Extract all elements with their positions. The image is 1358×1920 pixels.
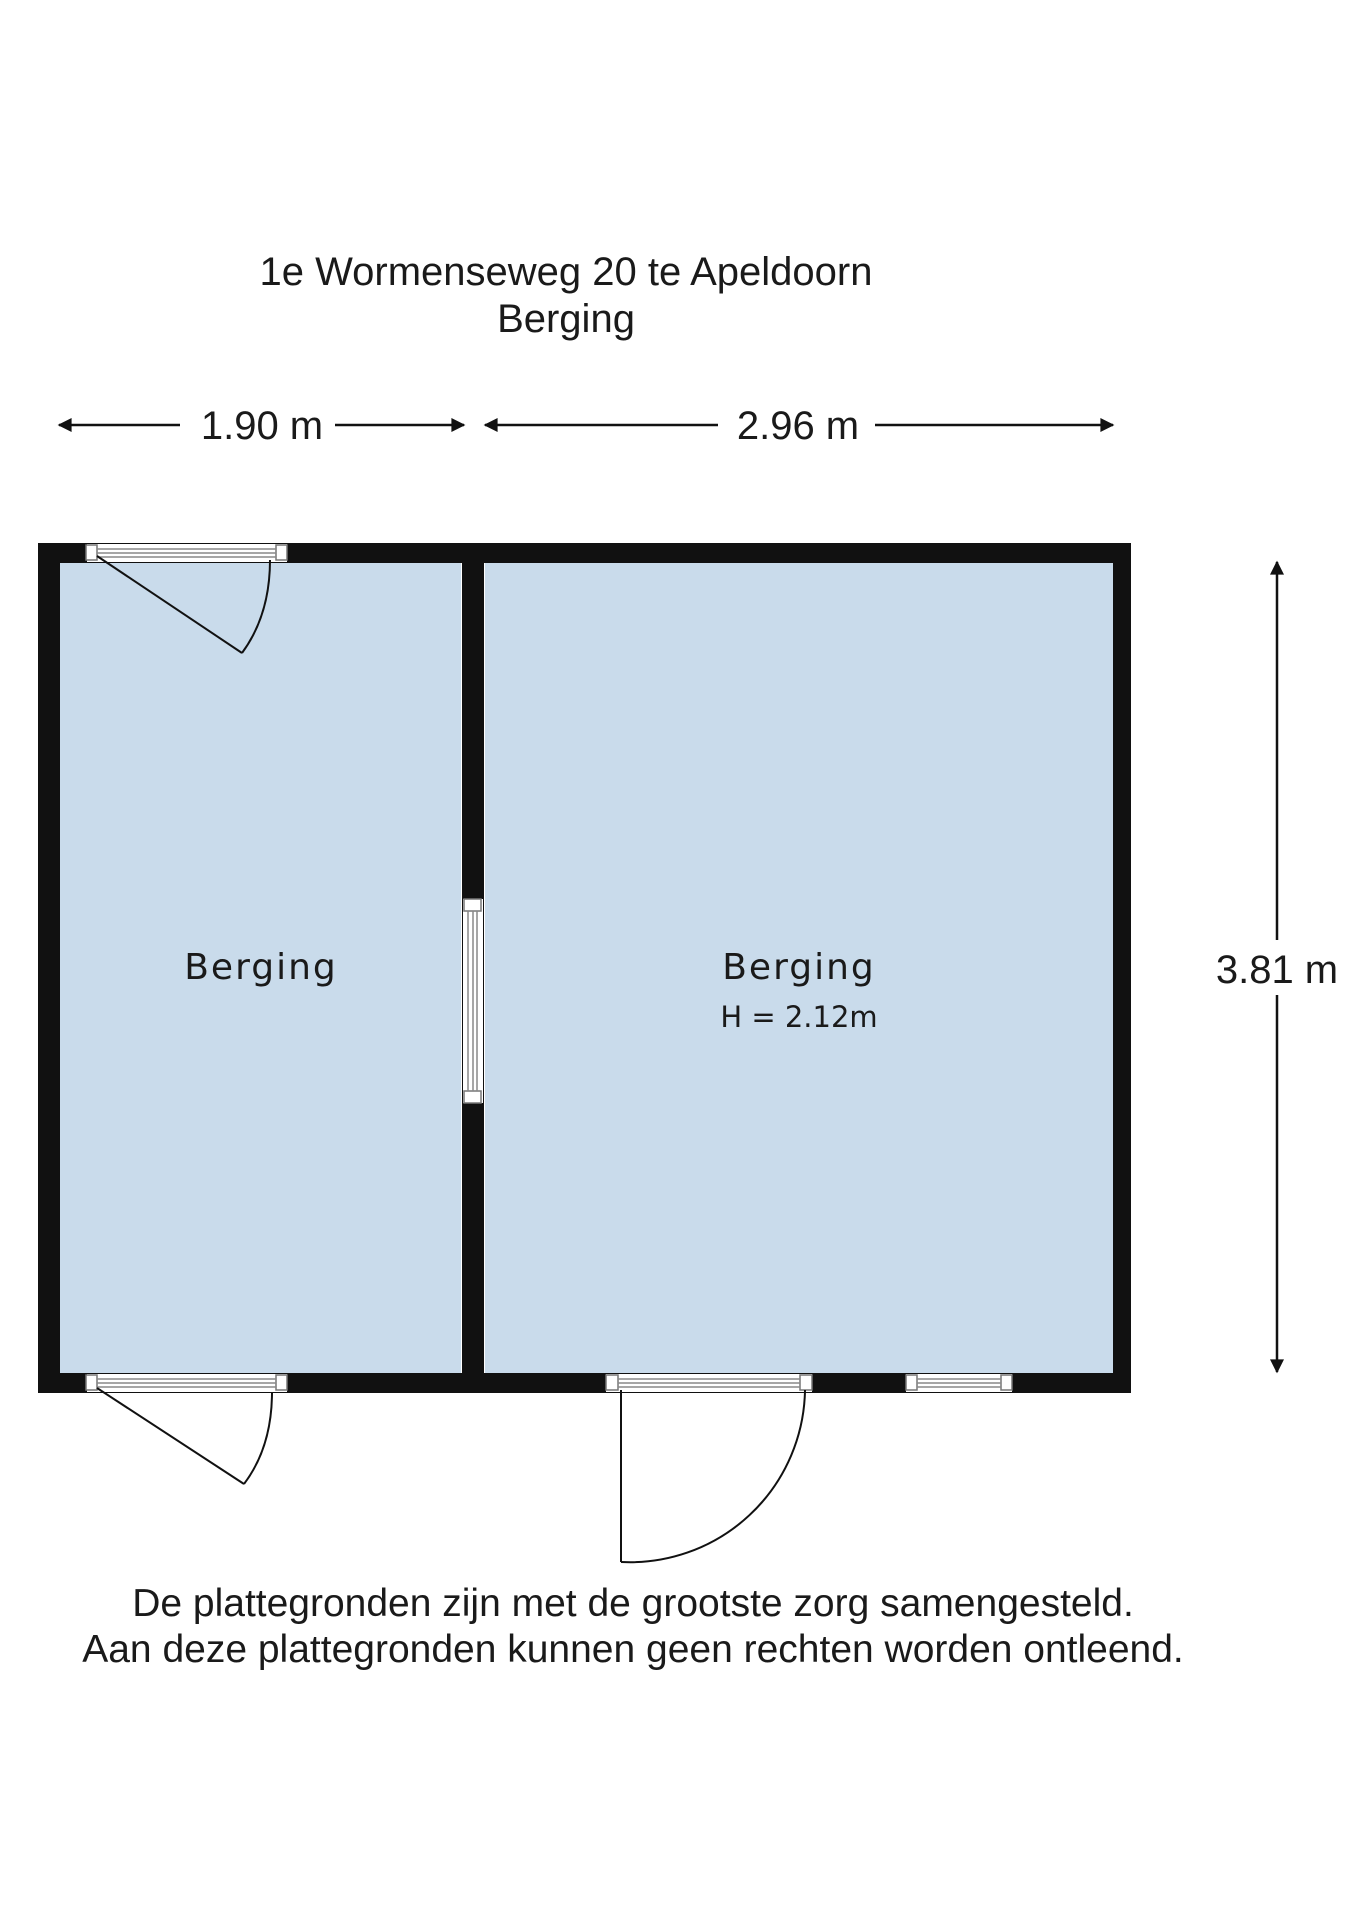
window-bottom-right-jamb-a [906,1375,917,1390]
dimension-right-width-label: 2.96 m [736,404,860,448]
room-height-right: H = 2.12m [720,1000,878,1034]
door-bottom-left [86,1374,287,1484]
dimension-depth [1216,562,1338,1372]
door-bottom-right-swing [621,1390,805,1562]
door-bottom-left-leaf [97,1388,244,1484]
dimension-left-width [59,404,464,448]
wall-left [38,543,60,1393]
dimension-left-width-label: 1.90 m [200,404,324,448]
wall-right [1113,543,1131,1393]
window-partition [463,899,483,1103]
plan-address-title: 1e Wormenseweg 20 te Apeldoorn [259,250,873,294]
room-label-right: Berging [722,947,876,988]
door-bottom-right-jamb-b [800,1375,812,1390]
disclaimer-line-1: De plattegronden zijn met de grootste zorg samengesteld. [132,1582,1134,1625]
door-bottom-right-jamb-a [606,1375,618,1390]
room-label-left: Berging [184,947,338,988]
door-bottom-left-jamb-b [276,1375,287,1390]
window-partition-jamb-b [464,1091,481,1103]
window-bottom-right [906,1374,1012,1392]
window-bottom-right-jamb-b [1001,1375,1012,1390]
door-bottom-left-jamb-a [86,1375,97,1390]
disclaimer-line-2: Aan deze plattegronden kunnen geen rechten worden ontleend. [82,1628,1184,1671]
plan-floor-title: Berging [497,297,635,341]
dimension-right-width [485,404,1113,448]
door-bottom-right [606,1374,812,1562]
door-top-left-jamb-b [276,545,287,560]
door-top-left-jamb-a [86,545,97,560]
window-partition-jamb-a [464,899,481,911]
door-bottom-left-swing [244,1392,272,1484]
dimension-depth-label: 3.81 m [1215,948,1339,992]
